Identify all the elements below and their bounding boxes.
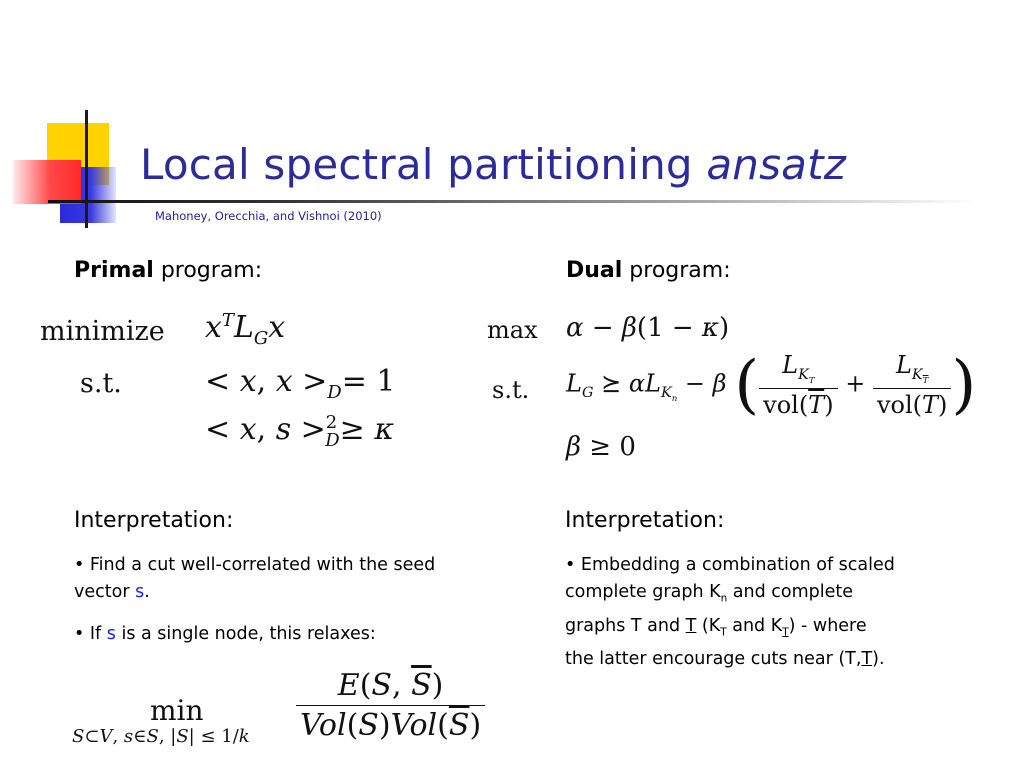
- primal-constraint-1: < x, $x >_D= 1$: [205, 364, 396, 403]
- min-operator: min: [150, 694, 204, 727]
- dual-constraint-1: $L_G$ ⪰ $\alpha L_{K_n} - \beta$ ( $\frac{L_{K_T}}{vol(\overline{T})}$ + $\frac{L_{K_{\overline{T}}}}{\text{vol(T)}}$ ): [566, 347, 977, 422]
- slide-subtitle: Mahoney, Orecchia, and Vishnoi (2010): [155, 209, 382, 223]
- right-interpretation-heading: Interpretation:: [565, 508, 725, 533]
- dual-heading-rest: program:: [622, 258, 731, 283]
- dual-heading-bold: Dual: [566, 258, 623, 283]
- slide-title-italic: ansatz: [706, 140, 847, 189]
- slide-title-main: Local spectral partitioning: [140, 140, 693, 189]
- left-bullet-1: • Find a cut well-correlated with the seed vector s.: [74, 555, 436, 602]
- primal-heading-bold: Primal: [74, 258, 154, 283]
- title-divider-line: [48, 200, 978, 203]
- conductance-fraction: $\frac{E(S, \overline{S})}{Vol(S)Vol(\overline{S})}$: [296, 668, 485, 743]
- seed-node-s: s: [106, 624, 116, 644]
- left-interpretation-heading: Interpretation:: [74, 508, 234, 533]
- primal-constraint-2: < x, s >$^2_D$≥ κ: [205, 412, 395, 451]
- logo-vertical-line: [85, 110, 88, 228]
- primal-objective: $x^TL_Gx$: [205, 310, 286, 349]
- logo-red-square: [13, 160, 81, 204]
- primal-row2-label: s.t.: [80, 368, 122, 399]
- primal-heading-rest: program:: [153, 258, 263, 283]
- right-bullet-1: • Embedding a combination of scaled complete graph $K_n$ and complete graphs T and T ($K_T$ and $K_T$) - where the latter encourage cuts near (T,T).: [565, 555, 895, 669]
- slide-title: [140, 140, 846, 189]
- dual-row1-label: max: [487, 316, 538, 344]
- dual-constraint-2: β ≥ 0: [566, 432, 636, 462]
- dual-heading: [566, 258, 731, 283]
- seed-vector-s: s: [135, 582, 145, 602]
- min-subscript: S⊂V, s∈S, |S| ≤ 1/k: [72, 726, 250, 747]
- dual-objective: α − β(1 − κ): [566, 313, 730, 343]
- dual-row2-label: s.t.: [492, 376, 530, 404]
- primal-row1-label: minimize: [40, 316, 165, 347]
- primal-heading: [74, 258, 262, 283]
- left-bullet-2: • If s is a single node, this relaxes:: [74, 624, 376, 644]
